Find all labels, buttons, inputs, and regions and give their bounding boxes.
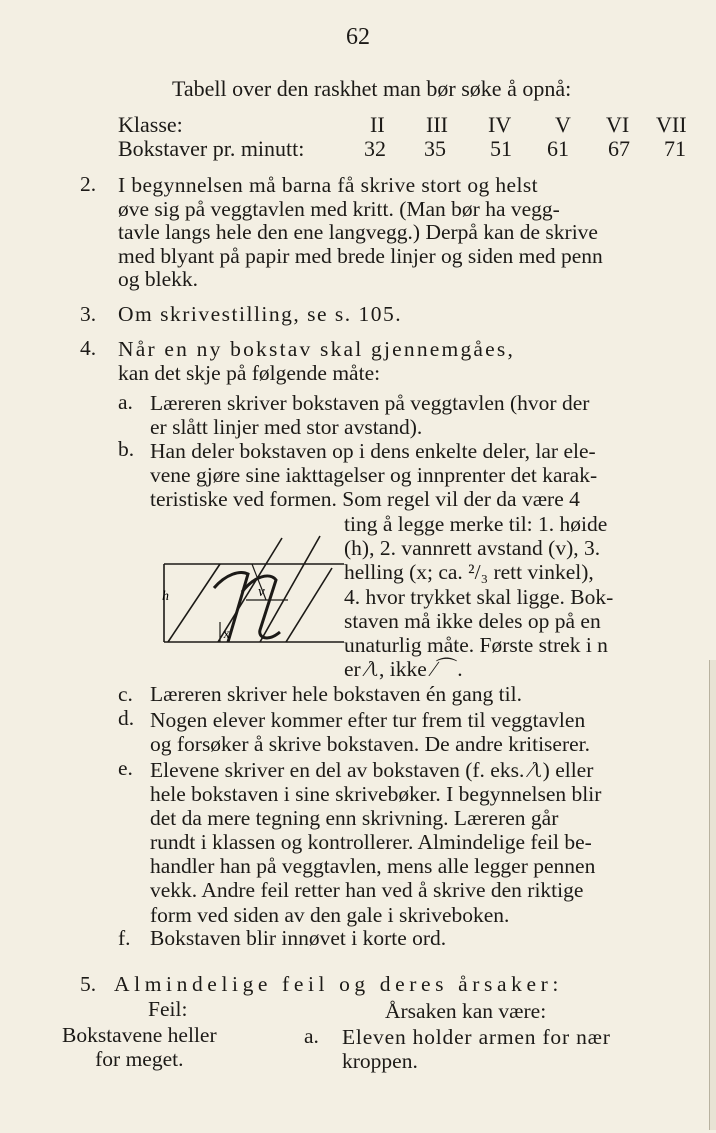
text-line: ting å legge merke til: 1. høide bbox=[344, 512, 608, 536]
cause-label: a. bbox=[304, 1024, 319, 1048]
text-line: (h), 2. vannrett avstand (v), 3. bbox=[344, 536, 601, 561]
item-number: 3. bbox=[80, 302, 97, 326]
slant-line bbox=[286, 568, 332, 642]
sub-label: c. bbox=[118, 682, 133, 706]
text-line: øve sig på veggtavlen med kritt. (Man bør ha vegg- bbox=[118, 196, 560, 221]
text-line: form ved siden av den gale i skriveboken. bbox=[150, 902, 510, 927]
text-line: hele bokstaven i sine skrivebøker. I begynnelsen blir bbox=[150, 782, 602, 807]
cause-text bbox=[342, 1026, 611, 1073]
text-line: Nogen elever kommer efter tur frem til veggtavlen bbox=[150, 708, 586, 732]
text-line: og forsøker å skrive bokstaven. De andre kritiserer. bbox=[150, 732, 591, 756]
text-line: 4. hvor trykket skal ligge. Bok- bbox=[344, 584, 614, 609]
table-row-speed bbox=[118, 136, 698, 164]
text-line: teristiske ved formen. Som regel vil der da være 4 bbox=[150, 487, 580, 511]
class-cell: VII bbox=[656, 112, 687, 137]
figure-label-x: x bbox=[223, 627, 230, 642]
text-line: I begynnelsen må barna få skrive stort og helst bbox=[118, 173, 539, 197]
text-line: vekk. Andre feil retter han ved å skrive den riktige bbox=[150, 878, 584, 903]
item-4-text bbox=[118, 338, 515, 385]
item-3-text: Om skrivestilling, se s. 105. bbox=[118, 302, 403, 326]
text-line: staven må ikke deles op på en bbox=[344, 608, 601, 633]
speed-cell: 71 bbox=[664, 136, 686, 161]
column-head-errors: Feil: bbox=[148, 997, 188, 1021]
error-text bbox=[62, 1024, 217, 1071]
sub-label: e. bbox=[118, 756, 133, 780]
text-line: tavle langs hele den ene langvegg.) Derpå kan de skrive bbox=[118, 220, 598, 244]
sub-label: f. bbox=[118, 926, 131, 950]
class-cell: III bbox=[426, 112, 448, 137]
speed-cell: 32 bbox=[364, 136, 386, 161]
text-line: vene gjøre sine iakttagelser og innprenter det karak- bbox=[150, 463, 598, 487]
sub-label: a. bbox=[118, 390, 133, 414]
sub-e-text bbox=[150, 758, 601, 927]
text-line: handler han på veggtavlen, mens alle legger pennen bbox=[150, 854, 596, 879]
text-line: er slått linjer med stor avstand). bbox=[150, 414, 423, 439]
slant-line bbox=[260, 536, 320, 642]
text-line: rundt i klassen og kontrollerer. Almindelige feil be- bbox=[150, 830, 592, 855]
item-number: 5. bbox=[80, 972, 97, 996]
item-number: 4. bbox=[80, 336, 97, 360]
page-number: 62 bbox=[346, 24, 370, 50]
sub-a-text bbox=[150, 392, 589, 439]
text-line: kan det skje på følgende måte: bbox=[118, 360, 381, 385]
sub-label: d. bbox=[118, 706, 135, 730]
text-line: unaturlig måte. Første strek i n bbox=[344, 633, 608, 658]
row-label-speed: Bokstaver pr. minutt: bbox=[118, 136, 305, 161]
text-line: Han deler bokstaven op i dens enkelte deler, lar ele- bbox=[150, 439, 596, 463]
speed-cell: 35 bbox=[424, 136, 446, 161]
text-line: med blyant på papir med brede linjer og siden med penn bbox=[118, 243, 603, 268]
item-number: 2. bbox=[80, 172, 97, 196]
text-line: det da mere tegning enn skrivning. Læreren går bbox=[150, 806, 559, 831]
sub-b-side-text bbox=[344, 512, 613, 681]
item-5-heading: Almindelige feil og deres årsaker: bbox=[114, 972, 563, 996]
figure-label-v: v bbox=[258, 584, 265, 600]
class-cell: IV bbox=[488, 112, 512, 137]
text-line: Elevene skriver en del av bokstaven (f. eks. ∕ʅ) eller bbox=[150, 758, 594, 782]
sub-d-text bbox=[150, 708, 590, 756]
text-line: Bokstavene heller bbox=[62, 1023, 217, 1047]
page-edge bbox=[709, 660, 716, 1130]
speed-cell: 51 bbox=[490, 136, 512, 161]
sub-c-text: Læreren skriver hele bokstaven én gang til. bbox=[150, 682, 522, 706]
text-line: helling (x; ca. ²/₃ rett vinkel), bbox=[344, 560, 594, 585]
text-line: Læreren skriver bokstaven på veggtavlen (hvor der bbox=[150, 391, 590, 415]
text-line: Eleven holder armen for nær bbox=[342, 1025, 611, 1049]
sub-b-text bbox=[150, 439, 597, 511]
text-line: og blekk. bbox=[118, 267, 199, 291]
sub-label: b. bbox=[118, 437, 135, 461]
text-line: for meget. bbox=[95, 1046, 184, 1071]
slant-line bbox=[168, 564, 220, 642]
letter-stroke bbox=[214, 573, 248, 642]
class-cell: V bbox=[555, 112, 571, 137]
letter-n-diagram bbox=[158, 534, 344, 652]
row-label-classes: Klasse: bbox=[118, 112, 183, 137]
class-cell: II bbox=[370, 112, 385, 137]
speed-cell: 67 bbox=[608, 136, 630, 161]
text-line: kroppen. bbox=[342, 1048, 418, 1073]
speed-cell: 61 bbox=[547, 136, 569, 161]
table-title: Tabell over den raskhet man bør søke å opnå: bbox=[172, 76, 572, 101]
text-line: Når en ny bokstav skal gjennemgåes, bbox=[118, 337, 516, 361]
sub-f-text: Bokstaven blir innøvet i korte ord. bbox=[150, 926, 447, 950]
text-line: er ∕ʅ, ikke ∕⌒. bbox=[344, 657, 463, 682]
item-2-text bbox=[118, 174, 603, 292]
column-head-causes: Årsaken kan være: bbox=[385, 999, 547, 1023]
figure-label-h: h bbox=[162, 589, 169, 604]
class-cell: VI bbox=[606, 112, 630, 137]
